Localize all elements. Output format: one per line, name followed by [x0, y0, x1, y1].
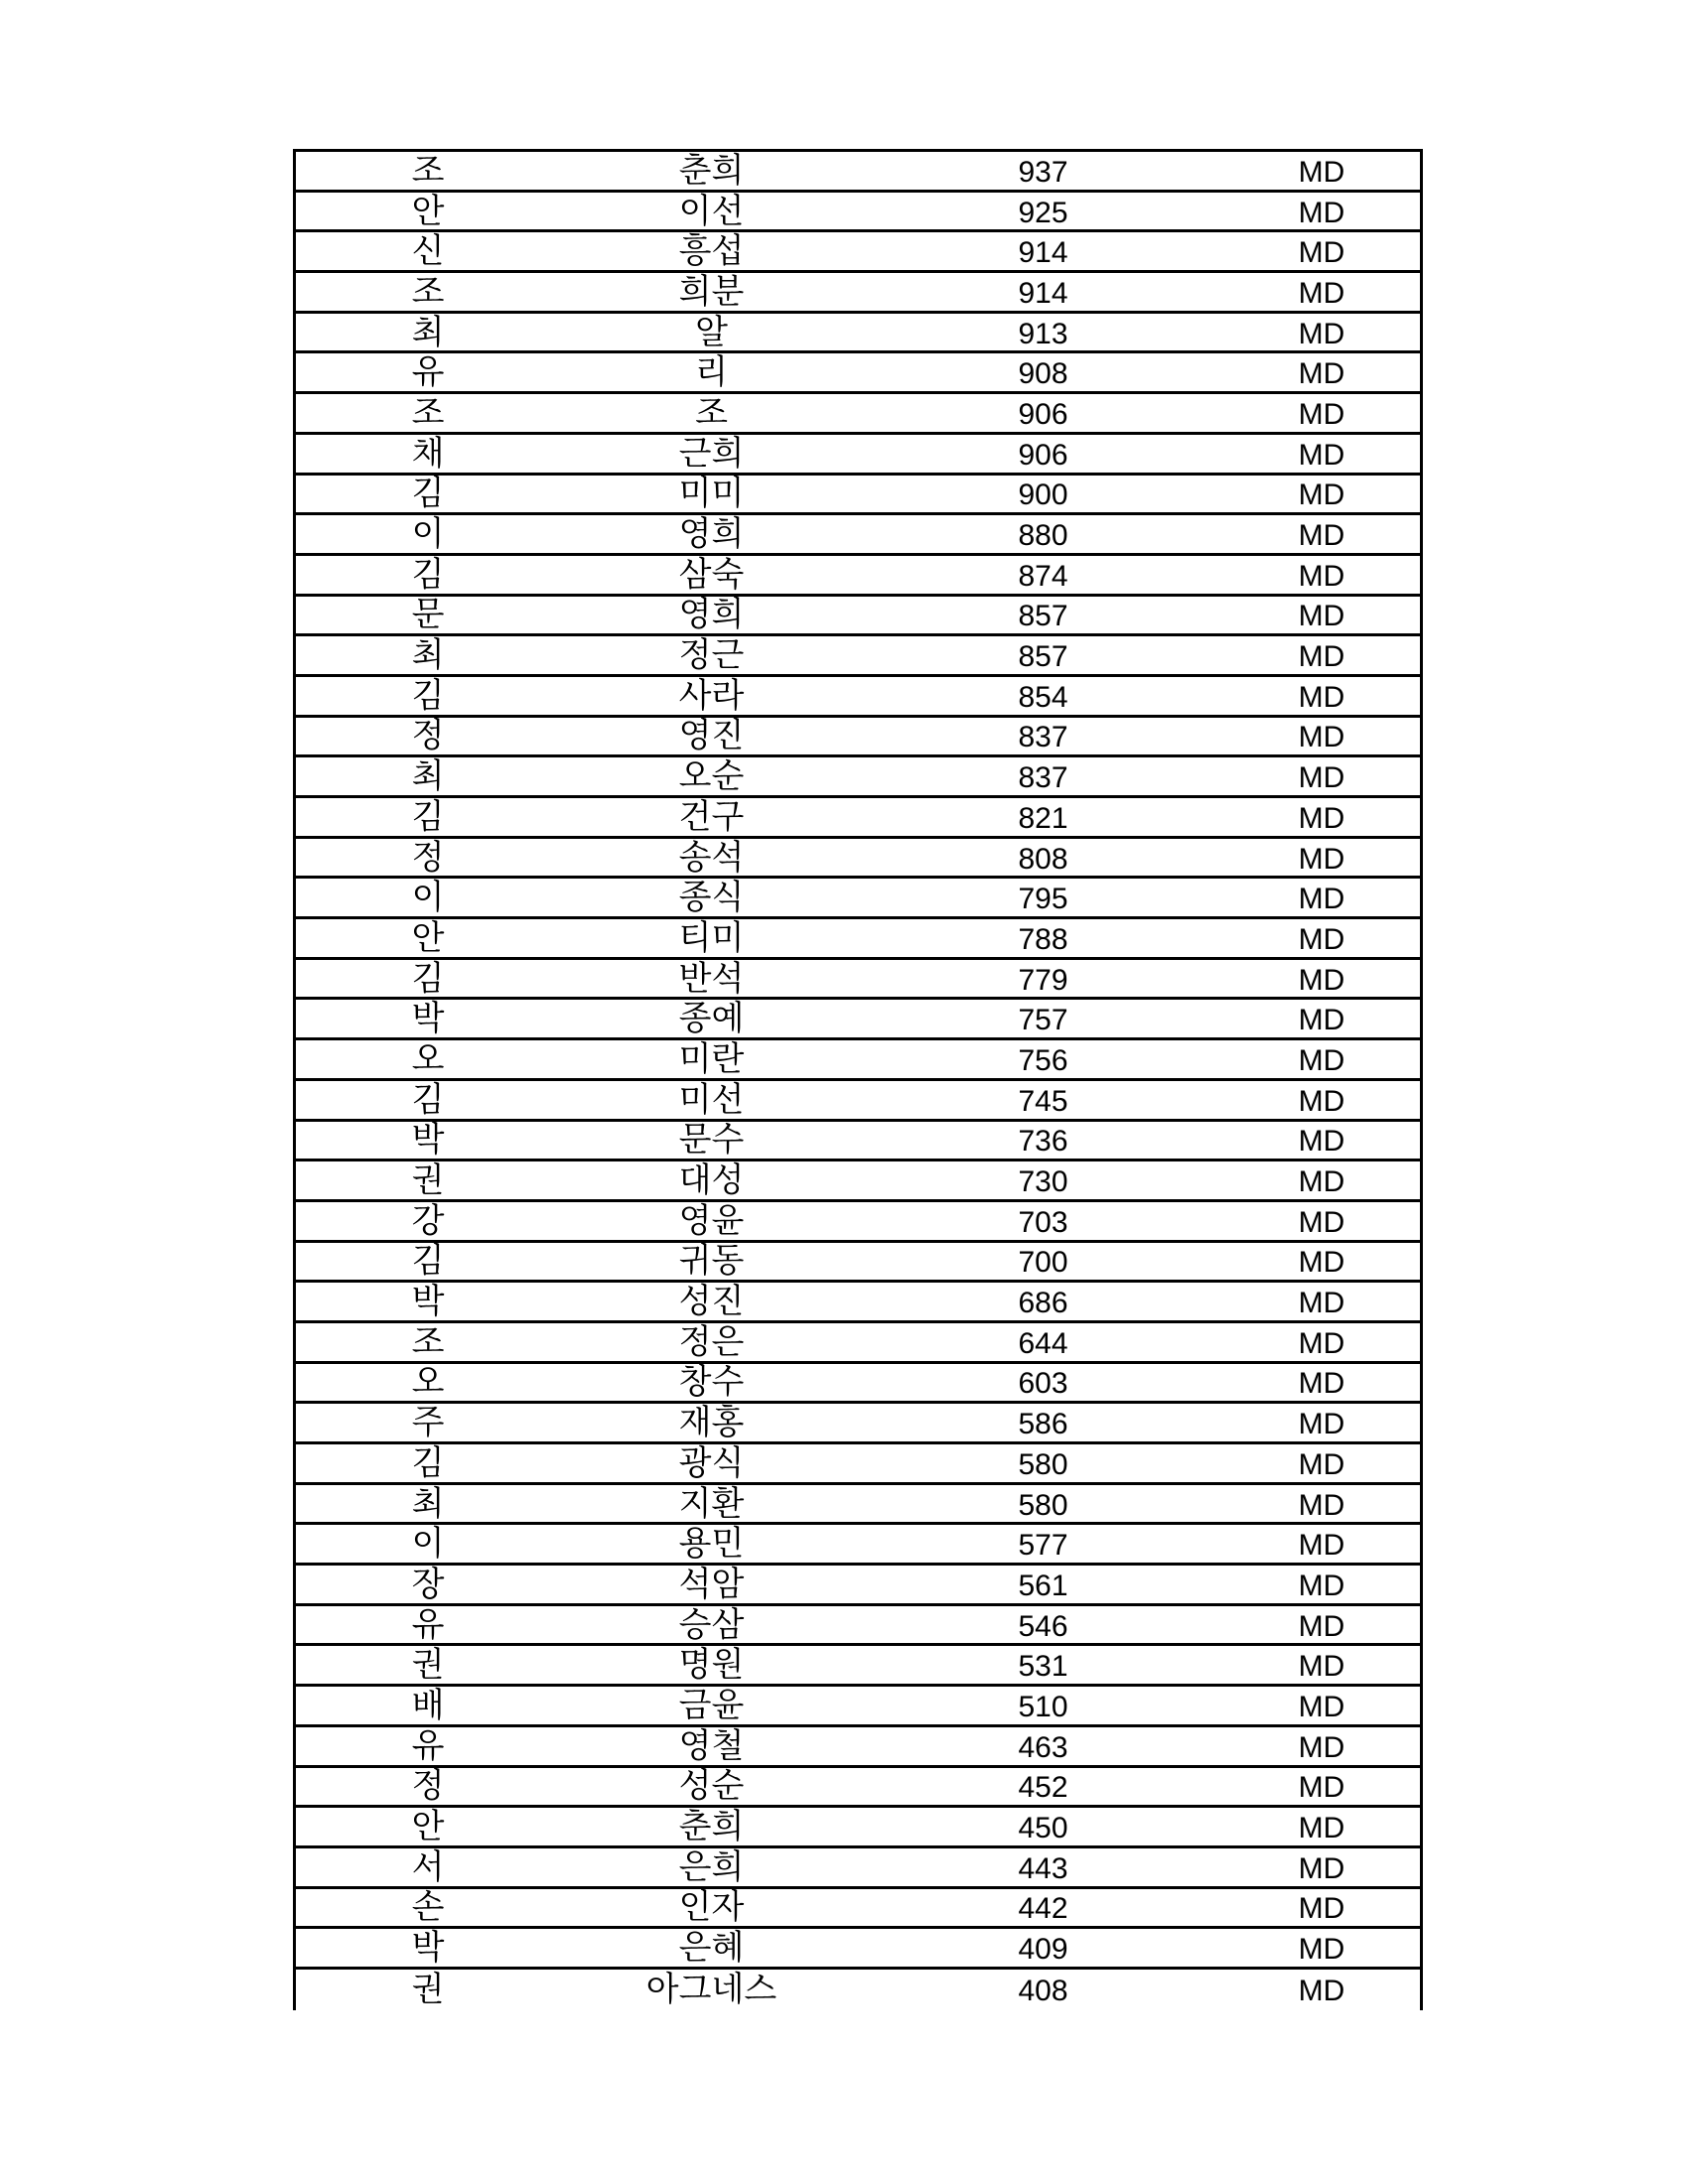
- code-cell: MD: [1298, 1812, 1345, 1845]
- table-row: [296, 1646, 1420, 1687]
- surname-cell: 정: [411, 1766, 445, 1807]
- given-name-cell: 용민: [678, 1524, 745, 1565]
- code-cell: MD: [1298, 1287, 1345, 1320]
- given-name-cell: 영희: [678, 514, 745, 555]
- given-name-cell: 근희: [678, 433, 745, 474]
- count-cell: 757: [1018, 1004, 1068, 1037]
- code-cell: MD: [1298, 397, 1345, 431]
- surname-cell: 신: [411, 231, 445, 272]
- table-row: [296, 1485, 1420, 1526]
- given-name-cell: 티미: [678, 917, 745, 958]
- code-cell: MD: [1298, 1125, 1345, 1159]
- count-cell: 857: [1018, 600, 1068, 633]
- given-name-cell: 은희: [678, 1846, 745, 1887]
- surname-cell: 김: [411, 796, 445, 837]
- code-cell: MD: [1298, 1246, 1345, 1280]
- given-name-cell: 성진: [678, 1282, 745, 1322]
- table-row: [296, 1768, 1420, 1809]
- given-name-cell: 이선: [678, 191, 745, 231]
- table-row: [296, 273, 1420, 314]
- given-name-cell: 리: [695, 352, 728, 393]
- surname-cell: 강: [411, 1200, 445, 1241]
- code-cell: MD: [1298, 1609, 1345, 1643]
- surname-cell: 정: [411, 716, 445, 756]
- count-cell: 408: [1018, 1975, 1068, 2008]
- table-row: [296, 636, 1420, 677]
- code-cell: MD: [1298, 155, 1345, 189]
- surname-cell: 오: [411, 1038, 445, 1079]
- code-cell: MD: [1298, 1975, 1345, 2008]
- count-cell: 908: [1018, 357, 1068, 391]
- code-cell: MD: [1298, 196, 1345, 229]
- given-name-cell: 미란: [678, 1038, 745, 1079]
- count-cell: 561: [1018, 1569, 1068, 1602]
- given-name-cell: 반석: [678, 958, 745, 999]
- code-cell: MD: [1298, 1447, 1345, 1481]
- surname-cell: 김: [411, 474, 445, 514]
- surname-cell: 유: [411, 1725, 445, 1766]
- surname-cell: 문: [411, 595, 445, 635]
- table-row: [296, 232, 1420, 273]
- given-name-cell: 건구: [678, 796, 745, 837]
- surname-cell: 주: [411, 1403, 445, 1443]
- code-cell: MD: [1298, 1730, 1345, 1764]
- given-name-cell: 명원: [678, 1645, 745, 1686]
- surname-cell: 김: [411, 1442, 445, 1483]
- count-cell: 837: [1018, 721, 1068, 754]
- surname-cell: 안: [411, 1807, 445, 1847]
- surname-cell: 장: [411, 1564, 445, 1604]
- code-cell: MD: [1298, 1569, 1345, 1602]
- table-row: [296, 677, 1420, 718]
- given-name-cell: 창수: [678, 1362, 745, 1403]
- given-name-cell: 춘희: [678, 150, 745, 191]
- count-cell: 450: [1018, 1812, 1068, 1845]
- count-cell: 730: [1018, 1165, 1068, 1199]
- surname-cell: 유: [411, 1604, 445, 1645]
- code-cell: MD: [1298, 680, 1345, 714]
- given-name-cell: 종예: [678, 999, 745, 1039]
- table-row: [296, 1929, 1420, 1970]
- surname-cell: 오: [411, 1362, 445, 1403]
- table-row: [296, 1161, 1420, 1202]
- count-cell: 510: [1018, 1690, 1068, 1723]
- table-row: [296, 1202, 1420, 1243]
- surname-cell: 이: [411, 514, 445, 555]
- given-name-cell: 오순: [678, 756, 745, 797]
- table-row: [296, 1404, 1420, 1444]
- table-row: [296, 879, 1420, 919]
- count-cell: 700: [1018, 1246, 1068, 1280]
- given-name-cell: 종식: [678, 878, 745, 918]
- given-name-cell: 아그네스: [645, 1970, 777, 2010]
- surname-cell: 김: [411, 554, 445, 595]
- count-cell: 442: [1018, 1892, 1068, 1926]
- table-row: [296, 515, 1420, 556]
- given-name-cell: 춘희: [678, 1807, 745, 1847]
- surname-cell: 김: [411, 675, 445, 716]
- table-row: [296, 960, 1420, 1001]
- code-cell: MD: [1298, 1205, 1345, 1239]
- given-name-cell: 알: [695, 312, 728, 352]
- table-row: [296, 597, 1420, 637]
- given-name-cell: 영철: [678, 1725, 745, 1766]
- table-row: [296, 394, 1420, 435]
- given-name-cell: 사라: [678, 675, 745, 716]
- count-cell: 452: [1018, 1771, 1068, 1805]
- code-cell: MD: [1298, 317, 1345, 350]
- table-row: [296, 718, 1420, 758]
- count-cell: 914: [1018, 276, 1068, 310]
- surname-cell: 권: [411, 1970, 445, 2010]
- given-name-cell: 미선: [678, 1079, 745, 1120]
- count-cell: 821: [1018, 801, 1068, 835]
- code-cell: MD: [1298, 1933, 1345, 1967]
- count-cell: 837: [1018, 761, 1068, 795]
- surname-cell: 안: [411, 191, 445, 231]
- surname-cell: 최: [411, 1483, 445, 1524]
- table-row: [296, 314, 1420, 354]
- given-name-cell: 재홍: [678, 1403, 745, 1443]
- surname-cell: 안: [411, 917, 445, 958]
- surname-cell: 배: [411, 1685, 445, 1725]
- given-name-cell: 송석: [678, 837, 745, 878]
- given-name-cell: 흥섭: [678, 231, 745, 272]
- count-cell: 906: [1018, 397, 1068, 431]
- count-cell: 788: [1018, 922, 1068, 956]
- code-cell: MD: [1298, 640, 1345, 674]
- code-cell: MD: [1298, 1408, 1345, 1441]
- count-cell: 745: [1018, 1084, 1068, 1118]
- table-row: [296, 1323, 1420, 1364]
- table-row: [296, 435, 1420, 476]
- given-name-cell: 금윤: [678, 1685, 745, 1725]
- table-row: [296, 476, 1420, 516]
- code-cell: MD: [1298, 842, 1345, 876]
- code-cell: MD: [1298, 761, 1345, 795]
- surname-cell: 채: [411, 433, 445, 474]
- table-row: [296, 1283, 1420, 1323]
- count-cell: 577: [1018, 1529, 1068, 1563]
- code-cell: MD: [1298, 1043, 1345, 1077]
- code-cell: MD: [1298, 1165, 1345, 1199]
- surname-cell: 권: [411, 1160, 445, 1201]
- code-cell: MD: [1298, 963, 1345, 997]
- surname-cell: 이: [411, 878, 445, 918]
- surname-cell: 최: [411, 635, 445, 676]
- code-cell: MD: [1298, 922, 1345, 956]
- code-cell: MD: [1298, 801, 1345, 835]
- given-name-cell: 지환: [678, 1483, 745, 1524]
- table-row: [296, 1122, 1420, 1162]
- table-row: [296, 1687, 1420, 1727]
- table-row: [296, 1243, 1420, 1284]
- given-name-cell: 은혜: [678, 1928, 745, 1969]
- count-cell: 443: [1018, 1851, 1068, 1885]
- count-cell: 854: [1018, 680, 1068, 714]
- count-cell: 914: [1018, 236, 1068, 270]
- table-row: [296, 757, 1420, 798]
- count-cell: 580: [1018, 1488, 1068, 1522]
- table-row: [296, 1727, 1420, 1768]
- surname-cell: 최: [411, 756, 445, 797]
- count-cell: 913: [1018, 317, 1068, 350]
- table-row: [296, 1848, 1420, 1889]
- count-cell: 906: [1018, 438, 1068, 472]
- surname-cell: 김: [411, 1079, 445, 1120]
- table-row: [296, 1081, 1420, 1122]
- count-cell: 531: [1018, 1650, 1068, 1684]
- table-row: [296, 1040, 1420, 1081]
- code-cell: MD: [1298, 1004, 1345, 1037]
- surname-cell: 김: [411, 1241, 445, 1282]
- count-cell: 937: [1018, 155, 1068, 189]
- given-name-cell: 삼숙: [678, 554, 745, 595]
- code-cell: MD: [1298, 1367, 1345, 1401]
- code-cell: MD: [1298, 721, 1345, 754]
- code-cell: MD: [1298, 236, 1345, 270]
- surname-cell: 권: [411, 1645, 445, 1686]
- count-cell: 463: [1018, 1730, 1068, 1764]
- given-name-cell: 귀동: [678, 1241, 745, 1282]
- count-cell: 857: [1018, 640, 1068, 674]
- code-cell: MD: [1298, 1326, 1345, 1360]
- name-table: [293, 149, 1423, 2010]
- given-name-cell: 영희: [678, 595, 745, 635]
- given-name-cell: 성순: [678, 1766, 745, 1807]
- code-cell: MD: [1298, 1084, 1345, 1118]
- code-cell: MD: [1298, 1771, 1345, 1805]
- code-cell: MD: [1298, 600, 1345, 633]
- count-cell: 686: [1018, 1287, 1068, 1320]
- surname-cell: 서: [411, 1846, 445, 1887]
- surname-cell: 박: [411, 1120, 445, 1160]
- surname-cell: 조: [411, 271, 445, 312]
- given-name-cell: 정근: [678, 635, 745, 676]
- surname-cell: 조: [411, 1321, 445, 1362]
- given-name-cell: 영윤: [678, 1200, 745, 1241]
- surname-cell: 박: [411, 1928, 445, 1969]
- table-row: [296, 353, 1420, 394]
- surname-cell: 손: [411, 1887, 445, 1928]
- table-row: [296, 1970, 1420, 2010]
- given-name-cell: 미미: [678, 474, 745, 514]
- table-row: [296, 1444, 1420, 1485]
- surname-cell: 최: [411, 312, 445, 352]
- given-name-cell: 문수: [678, 1120, 745, 1160]
- surname-cell: 유: [411, 352, 445, 393]
- table-row: [296, 1525, 1420, 1566]
- code-cell: MD: [1298, 438, 1345, 472]
- code-cell: MD: [1298, 1650, 1345, 1684]
- table-row: [296, 1000, 1420, 1040]
- code-cell: MD: [1298, 519, 1345, 553]
- table-row: [296, 1606, 1420, 1647]
- code-cell: MD: [1298, 1690, 1345, 1723]
- table-row: [296, 1566, 1420, 1606]
- given-name-cell: 승삼: [678, 1604, 745, 1645]
- table-row: [296, 1889, 1420, 1930]
- surname-cell: 조: [411, 392, 445, 433]
- count-cell: 900: [1018, 478, 1068, 512]
- code-cell: MD: [1298, 1529, 1345, 1563]
- given-name-cell: 희분: [678, 271, 745, 312]
- count-cell: 703: [1018, 1205, 1068, 1239]
- surname-cell: 박: [411, 1282, 445, 1322]
- table-row: [296, 556, 1420, 597]
- code-cell: MD: [1298, 883, 1345, 916]
- surname-cell: 정: [411, 837, 445, 878]
- surname-cell: 이: [411, 1524, 445, 1565]
- surname-cell: 조: [411, 150, 445, 191]
- given-name-cell: 조: [695, 392, 728, 433]
- count-cell: 880: [1018, 519, 1068, 553]
- table-row: [296, 1364, 1420, 1405]
- table-row: [296, 193, 1420, 233]
- given-name-cell: 인자: [678, 1887, 745, 1928]
- table-row: [296, 919, 1420, 960]
- count-cell: 756: [1018, 1043, 1068, 1077]
- table-row: [296, 152, 1420, 193]
- count-cell: 925: [1018, 196, 1068, 229]
- count-cell: 409: [1018, 1933, 1068, 1967]
- given-name-cell: 석암: [678, 1564, 745, 1604]
- count-cell: 644: [1018, 1326, 1068, 1360]
- code-cell: MD: [1298, 1851, 1345, 1885]
- table-row: [296, 1808, 1420, 1848]
- table-row: [296, 839, 1420, 880]
- code-cell: MD: [1298, 276, 1345, 310]
- code-cell: MD: [1298, 1488, 1345, 1522]
- count-cell: 874: [1018, 559, 1068, 593]
- surname-cell: 박: [411, 999, 445, 1039]
- given-name-cell: 영진: [678, 716, 745, 756]
- code-cell: MD: [1298, 357, 1345, 391]
- surname-cell: 김: [411, 958, 445, 999]
- given-name-cell: 정은: [678, 1321, 745, 1362]
- count-cell: 586: [1018, 1408, 1068, 1441]
- code-cell: MD: [1298, 559, 1345, 593]
- count-cell: 808: [1018, 842, 1068, 876]
- count-cell: 580: [1018, 1447, 1068, 1481]
- count-cell: 736: [1018, 1125, 1068, 1159]
- given-name-cell: 대성: [678, 1160, 745, 1201]
- code-cell: MD: [1298, 1892, 1345, 1926]
- count-cell: 546: [1018, 1609, 1068, 1643]
- count-cell: 795: [1018, 883, 1068, 916]
- given-name-cell: 광식: [678, 1442, 745, 1483]
- count-cell: 779: [1018, 963, 1068, 997]
- code-cell: MD: [1298, 478, 1345, 512]
- count-cell: 603: [1018, 1367, 1068, 1401]
- table-row: [296, 798, 1420, 839]
